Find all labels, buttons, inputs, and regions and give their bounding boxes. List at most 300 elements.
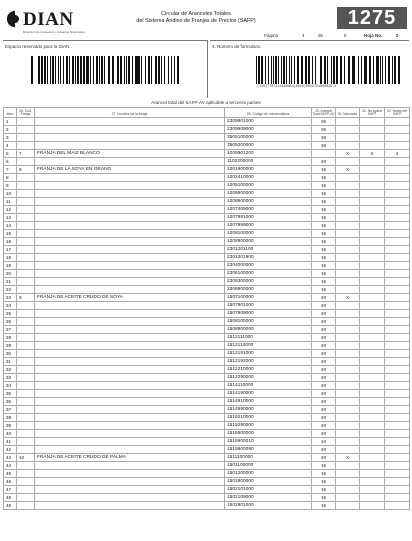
cell-item: 49 [4, 502, 17, 510]
cell-arancel: 28 [312, 134, 336, 142]
table-row [4, 350, 410, 358]
cell-nandina: 1515290000 [225, 422, 312, 430]
logo-tagline: Dirección de Impuestos y Aduanas Nacionales [23, 30, 85, 34]
cell-notas [385, 478, 410, 486]
cell-marcador [336, 350, 360, 358]
cell-arancel: 20 [312, 310, 336, 318]
formulario-block [210, 40, 409, 98]
cell-nombre-franja [35, 278, 225, 286]
cell-no-aplica-safp [360, 286, 385, 294]
cell-notas [385, 430, 410, 438]
cell-marcador [336, 406, 360, 414]
cell-item: 37 [4, 406, 17, 414]
table-row [4, 302, 410, 310]
table-row [4, 134, 410, 142]
cell-no-aplica-safp [360, 382, 385, 390]
cell-no-aplica-safp [360, 254, 385, 262]
table-row [4, 366, 410, 374]
cell-notas [385, 446, 410, 454]
aranceles-table [3, 107, 410, 510]
cell-marcador: X [336, 294, 360, 302]
table-row [4, 470, 410, 478]
cell-no-aplica-safp [360, 310, 385, 318]
cell-item: 45 [4, 470, 17, 478]
cell-nandina: 1102200000 [225, 158, 312, 166]
cell-no-aplica-safp [360, 262, 385, 270]
cell-item: 3 [4, 134, 17, 142]
cell-no-aplica-safp [360, 438, 385, 446]
cell-marcador [336, 254, 360, 262]
cell-marcador [336, 182, 360, 190]
table-row [4, 158, 410, 166]
cell-notas [385, 286, 410, 294]
cell-no-aplica-safp [360, 230, 385, 238]
de-label: de [318, 33, 324, 38]
cell-arancel: 15 [312, 254, 336, 262]
table-row [4, 150, 410, 158]
cell-item: 28 [4, 334, 17, 342]
cell-no-aplica-safp [360, 118, 385, 126]
cell-item: 27 [4, 326, 17, 334]
dian-logo [6, 9, 85, 35]
cell-item: 30 [4, 350, 17, 358]
cell-no-aplica-safp [360, 174, 385, 182]
cell-marcador [336, 302, 360, 310]
cell-item: 12 [4, 206, 17, 214]
cell-nandina: 1501200000 [225, 470, 312, 478]
formulario-barcode-caption: (415)7707212489984(8020)0012751000835 4 [257, 85, 337, 89]
cell-item: 33 [4, 374, 17, 382]
cell-nombre-franja [35, 118, 225, 126]
cell-item: 39 [4, 422, 17, 430]
cell-cod-franja [17, 406, 35, 414]
cell-nandina: 1515900090 [225, 446, 312, 454]
cell-no-aplica-safp [360, 462, 385, 470]
cell-item: 10 [4, 190, 17, 198]
cell-notas [385, 406, 410, 414]
cell-cod-franja [17, 358, 35, 366]
cell-nombre-franja [35, 358, 225, 366]
cell-arancel: 15 [312, 478, 336, 486]
cell-item: 32 [4, 366, 17, 374]
cell-notas [385, 190, 410, 198]
cell-marcador [336, 462, 360, 470]
cell-nombre-franja [35, 470, 225, 478]
cell-nandina: 3505200000 [225, 142, 312, 150]
cell-marcador [336, 310, 360, 318]
cell-notas [385, 358, 410, 366]
table-row [4, 262, 410, 270]
cell-notas [385, 438, 410, 446]
table-row [4, 438, 410, 446]
table-row [4, 286, 410, 294]
dian-logo-icon [6, 10, 24, 28]
cell-nandina: 1508100000 [225, 318, 312, 326]
cell-arancel: 20 [312, 422, 336, 430]
cell-cod-franja [17, 366, 35, 374]
table-row [4, 166, 410, 174]
cell-nombre-franja [35, 174, 225, 182]
cell-notas [385, 390, 410, 398]
cell-nombre-franja [35, 494, 225, 502]
cell-marcador [336, 358, 360, 366]
cell-nandina: 2301201900 [225, 254, 312, 262]
cell-arancel: 15 [312, 182, 336, 190]
cell-nombre-franja [35, 126, 225, 134]
cell-cod-franja [17, 494, 35, 502]
cell-cod-franja [17, 270, 35, 278]
cell-nandina: 1201900000 [225, 166, 312, 174]
cell-item: 46 [4, 478, 17, 486]
cell-notas [385, 222, 410, 230]
cell-nombre-franja [35, 318, 225, 326]
cell-arancel: 15 [312, 462, 336, 470]
cell-arancel: 15 [312, 166, 336, 174]
form-title-line1: Circular de Aranceles Totales [161, 11, 231, 17]
cell-nombre-franja [35, 214, 225, 222]
cell-cod-franja: 10 [17, 454, 35, 462]
de-value: 6 [344, 33, 347, 38]
cell-marcador [336, 438, 360, 446]
cell-nandina: 1202410000 [225, 174, 312, 182]
cell-notas [385, 462, 410, 470]
cell-cod-franja [17, 254, 35, 262]
cell-marcador [336, 246, 360, 254]
cell-arancel: 15 [312, 502, 336, 510]
cell-cod-franja [17, 342, 35, 350]
cell-arancel: 15 [312, 214, 336, 222]
form-number-badge: 1275 [337, 7, 407, 29]
formulario-barcode [256, 56, 401, 84]
cell-nombre-franja [35, 350, 225, 358]
cell-cod-franja [17, 246, 35, 254]
cell-cod-franja [17, 398, 35, 406]
cell-arancel: 20 [312, 390, 336, 398]
cell-notas [385, 270, 410, 278]
cell-nombre-franja [35, 438, 225, 446]
table-row [4, 326, 410, 334]
cell-arancel: 15 [312, 230, 336, 238]
cell-item: 18 [4, 254, 17, 262]
cell-marcador [336, 470, 360, 478]
cell-notas [385, 262, 410, 270]
cell-nandina: 1207409000 [225, 206, 312, 214]
cell-cod-franja [17, 374, 35, 382]
cell-nombre-franja: FRANJA DE ACEITE CRUDO DE SOYA [35, 294, 225, 302]
cell-arancel [312, 150, 336, 158]
table-row [4, 294, 410, 302]
cell-cod-franja [17, 430, 35, 438]
cell-item: 7 [4, 166, 17, 174]
cell-notas: 4 [385, 150, 410, 158]
cell-nandina: 1502901000 [225, 502, 312, 510]
cell-marcador [336, 318, 360, 326]
table-row [4, 198, 410, 206]
cell-cod-franja [17, 414, 35, 422]
cell-arancel: 20 [312, 382, 336, 390]
cell-arancel: 15 [312, 262, 336, 270]
cell-marcador [336, 214, 360, 222]
cell-arancel: 10 [312, 438, 336, 446]
cell-nandina: 1512191000 [225, 350, 312, 358]
cell-marcador [336, 390, 360, 398]
cell-nombre-franja [35, 198, 225, 206]
table-row [4, 390, 410, 398]
cell-nandina: 2304000000 [225, 262, 312, 270]
cell-nombre-franja [35, 326, 225, 334]
cell-item: 6 [4, 158, 17, 166]
cell-nandina: 1514990000 [225, 406, 312, 414]
cell-no-aplica-safp [360, 182, 385, 190]
cell-no-aplica-safp [360, 166, 385, 174]
cell-item: 35 [4, 390, 17, 398]
cell-cod-franja [17, 126, 35, 134]
cell-nandina: 1005901200 [225, 150, 312, 158]
cell-marcador [336, 206, 360, 214]
cell-nandina: 1502101000 [225, 486, 312, 494]
cell-arancel: 15 [312, 222, 336, 230]
cell-item: 5 [4, 150, 17, 158]
cell-marcador [336, 382, 360, 390]
cell-notas [385, 182, 410, 190]
table-row [4, 118, 410, 126]
cell-nandina: 2306900000 [225, 286, 312, 294]
cell-marcador [336, 126, 360, 134]
cell-notas [385, 318, 410, 326]
cell-cod-franja [17, 182, 35, 190]
cell-cod-franja [17, 214, 35, 222]
cell-no-aplica-safp [360, 454, 385, 462]
cell-item: 20 [4, 270, 17, 278]
cell-nandina: 1501900000 [225, 478, 312, 486]
cell-arancel: 20 [312, 342, 336, 350]
cell-item: 19 [4, 262, 17, 270]
cell-marcador [336, 486, 360, 494]
cell-arancel: 20 [312, 414, 336, 422]
cell-item: 21 [4, 278, 17, 286]
cell-notas [385, 350, 410, 358]
cell-marcador [336, 366, 360, 374]
cell-cod-franja [17, 278, 35, 286]
cell-no-aplica-safp [360, 134, 385, 142]
cell-notas [385, 198, 410, 206]
cell-nombre-franja [35, 182, 225, 190]
formulario-label: 4. Número de formulario [212, 44, 261, 49]
cell-marcador [336, 174, 360, 182]
cell-marcador [336, 374, 360, 382]
cell-arancel: 25 [312, 118, 336, 126]
cell-no-aplica-safp [360, 158, 385, 166]
cell-cod-franja [17, 262, 35, 270]
cell-no-aplica-safp [360, 206, 385, 214]
cell-arancel: 20 [312, 326, 336, 334]
cell-no-aplica-safp [360, 358, 385, 366]
pagina-value: 4 [302, 33, 305, 38]
cell-arancel: 20 [312, 334, 336, 342]
cell-no-aplica-safp [360, 374, 385, 382]
cell-arancel: 20 [312, 358, 336, 366]
cell-nandina: 1514910000 [225, 398, 312, 406]
cell-notas [385, 310, 410, 318]
cell-marcador [336, 494, 360, 502]
cell-notas [385, 494, 410, 502]
table-row [4, 318, 410, 326]
cell-no-aplica-safp [360, 494, 385, 502]
cell-arancel: 15 [312, 238, 336, 246]
cell-arancel: 20 [312, 350, 336, 358]
cell-nandina: 1511100000 [225, 454, 312, 462]
cell-no-aplica-safp [360, 198, 385, 206]
cell-marcador [336, 158, 360, 166]
cell-arancel: 20 [312, 406, 336, 414]
cell-nombre-franja [35, 254, 225, 262]
cell-notas [385, 206, 410, 214]
table-title: Arancel total del SAFP-AV aplicable a terceros países [151, 100, 261, 105]
cell-notas [385, 294, 410, 302]
cell-no-aplica-safp [360, 406, 385, 414]
table-row [4, 182, 410, 190]
cell-item: 13 [4, 214, 17, 222]
cell-cod-franja [17, 174, 35, 182]
cell-item: 14 [4, 222, 17, 230]
cell-item: 43 [4, 454, 17, 462]
cell-no-aplica-safp [360, 302, 385, 310]
table-row [4, 422, 410, 430]
table-row [4, 214, 410, 222]
cell-arancel: 28 [312, 142, 336, 150]
cell-item: 38 [4, 414, 17, 422]
cell-item: 17 [4, 246, 17, 254]
cell-marcador [336, 398, 360, 406]
cell-item: 9 [4, 182, 17, 190]
cell-nandina: 1208100000 [225, 230, 312, 238]
table-row [4, 310, 410, 318]
hoja-label: Hoja No. [364, 33, 383, 38]
cell-no-aplica-safp [360, 294, 385, 302]
cell-cod-franja [17, 326, 35, 334]
cell-no-aplica-safp [360, 414, 385, 422]
cell-nombre-franja [35, 446, 225, 454]
cell-nandina: 1512111000 [225, 334, 312, 342]
cell-arancel: 15 [312, 198, 336, 206]
cell-item: 1 [4, 118, 17, 126]
cell-item: 34 [4, 382, 17, 390]
cell-arancel: 20 [312, 366, 336, 374]
cell-no-aplica-safp [360, 246, 385, 254]
cell-no-aplica-safp [360, 470, 385, 478]
cell-cod-franja [17, 438, 35, 446]
col-header-nombre-franja: 27. Nombre de la franja [35, 108, 225, 118]
cell-nandina: 1207991000 [225, 214, 312, 222]
cell-cod-franja [17, 310, 35, 318]
cell-nombre-franja [35, 342, 225, 350]
cell-arancel: 15 [312, 486, 336, 494]
cell-item: 16 [4, 238, 17, 246]
cell-arancel: 15 [312, 246, 336, 254]
table-row [4, 486, 410, 494]
cell-no-aplica-safp [360, 238, 385, 246]
cell-marcador [336, 278, 360, 286]
cell-notas [385, 238, 410, 246]
cell-notas [385, 414, 410, 422]
cell-arancel: 20 [312, 158, 336, 166]
cell-marcador [336, 222, 360, 230]
cell-nombre-franja: FRANJA DE LA SOYA EN GRANO [35, 166, 225, 174]
cell-marcador [336, 342, 360, 350]
cell-cod-franja [17, 382, 35, 390]
cell-marcador [336, 430, 360, 438]
cell-marcador [336, 198, 360, 206]
cell-item: 25 [4, 310, 17, 318]
form-title-line2: del Sistema Andino de Franjas de Precios (SAFP) [136, 18, 256, 24]
reserved-barcode [31, 56, 181, 84]
table-row [4, 278, 410, 286]
cell-notas [385, 374, 410, 382]
cell-cod-franja [17, 118, 35, 126]
cell-no-aplica-safp [360, 502, 385, 510]
cell-no-aplica-safp [360, 422, 385, 430]
cell-item: 26 [4, 318, 17, 326]
cell-item: 24 [4, 302, 17, 310]
table-row [4, 398, 410, 406]
cell-notas [385, 214, 410, 222]
cell-cod-franja: 7 [17, 150, 35, 158]
cell-no-aplica-safp [360, 342, 385, 350]
cell-cod-franja [17, 198, 35, 206]
cell-arancel: 20 [312, 430, 336, 438]
table-row [4, 454, 410, 462]
cell-nombre-franja [35, 366, 225, 374]
cell-nombre-franja [35, 374, 225, 382]
table-row [4, 494, 410, 502]
cell-arancel: 20 [312, 454, 336, 462]
col-header-notas: 32. Notas del SAFP [385, 108, 410, 118]
cell-no-aplica-safp [360, 214, 385, 222]
reserved-dian-label: Espacio reservado para la DIAN [5, 44, 70, 49]
table-row [4, 230, 410, 238]
cell-notas [385, 142, 410, 150]
cell-cod-franja [17, 134, 35, 142]
cell-notas [385, 382, 410, 390]
cell-notas [385, 366, 410, 374]
cell-nombre-franja [35, 286, 225, 294]
cell-marcador [336, 446, 360, 454]
cell-nandina: 1514190000 [225, 390, 312, 398]
cell-arancel: 20 [312, 374, 336, 382]
cell-item: 44 [4, 462, 17, 470]
cell-nandina: 2301201100 [225, 246, 312, 254]
cell-nandina: 1515500000 [225, 430, 312, 438]
cell-notas [385, 166, 410, 174]
table-row [4, 270, 410, 278]
cell-nombre-franja [35, 310, 225, 318]
cell-arancel: 15 [312, 278, 336, 286]
cell-item: 23 [4, 294, 17, 302]
table-header-row [4, 108, 410, 118]
table-row [4, 342, 410, 350]
cell-arancel: 25 [312, 126, 336, 134]
table-row [4, 222, 410, 230]
cell-notas [385, 118, 410, 126]
cell-nombre-franja: FRANJA DEL MAIZ BLANCO [35, 150, 225, 158]
cell-notas [385, 334, 410, 342]
col-header-cod-franja: 26. Cód. Franja [17, 108, 35, 118]
cell-notas [385, 246, 410, 254]
cell-nombre-franja [35, 262, 225, 270]
cell-arancel: 15 [312, 206, 336, 214]
cell-cod-franja [17, 470, 35, 478]
cell-nombre-franja [35, 302, 225, 310]
